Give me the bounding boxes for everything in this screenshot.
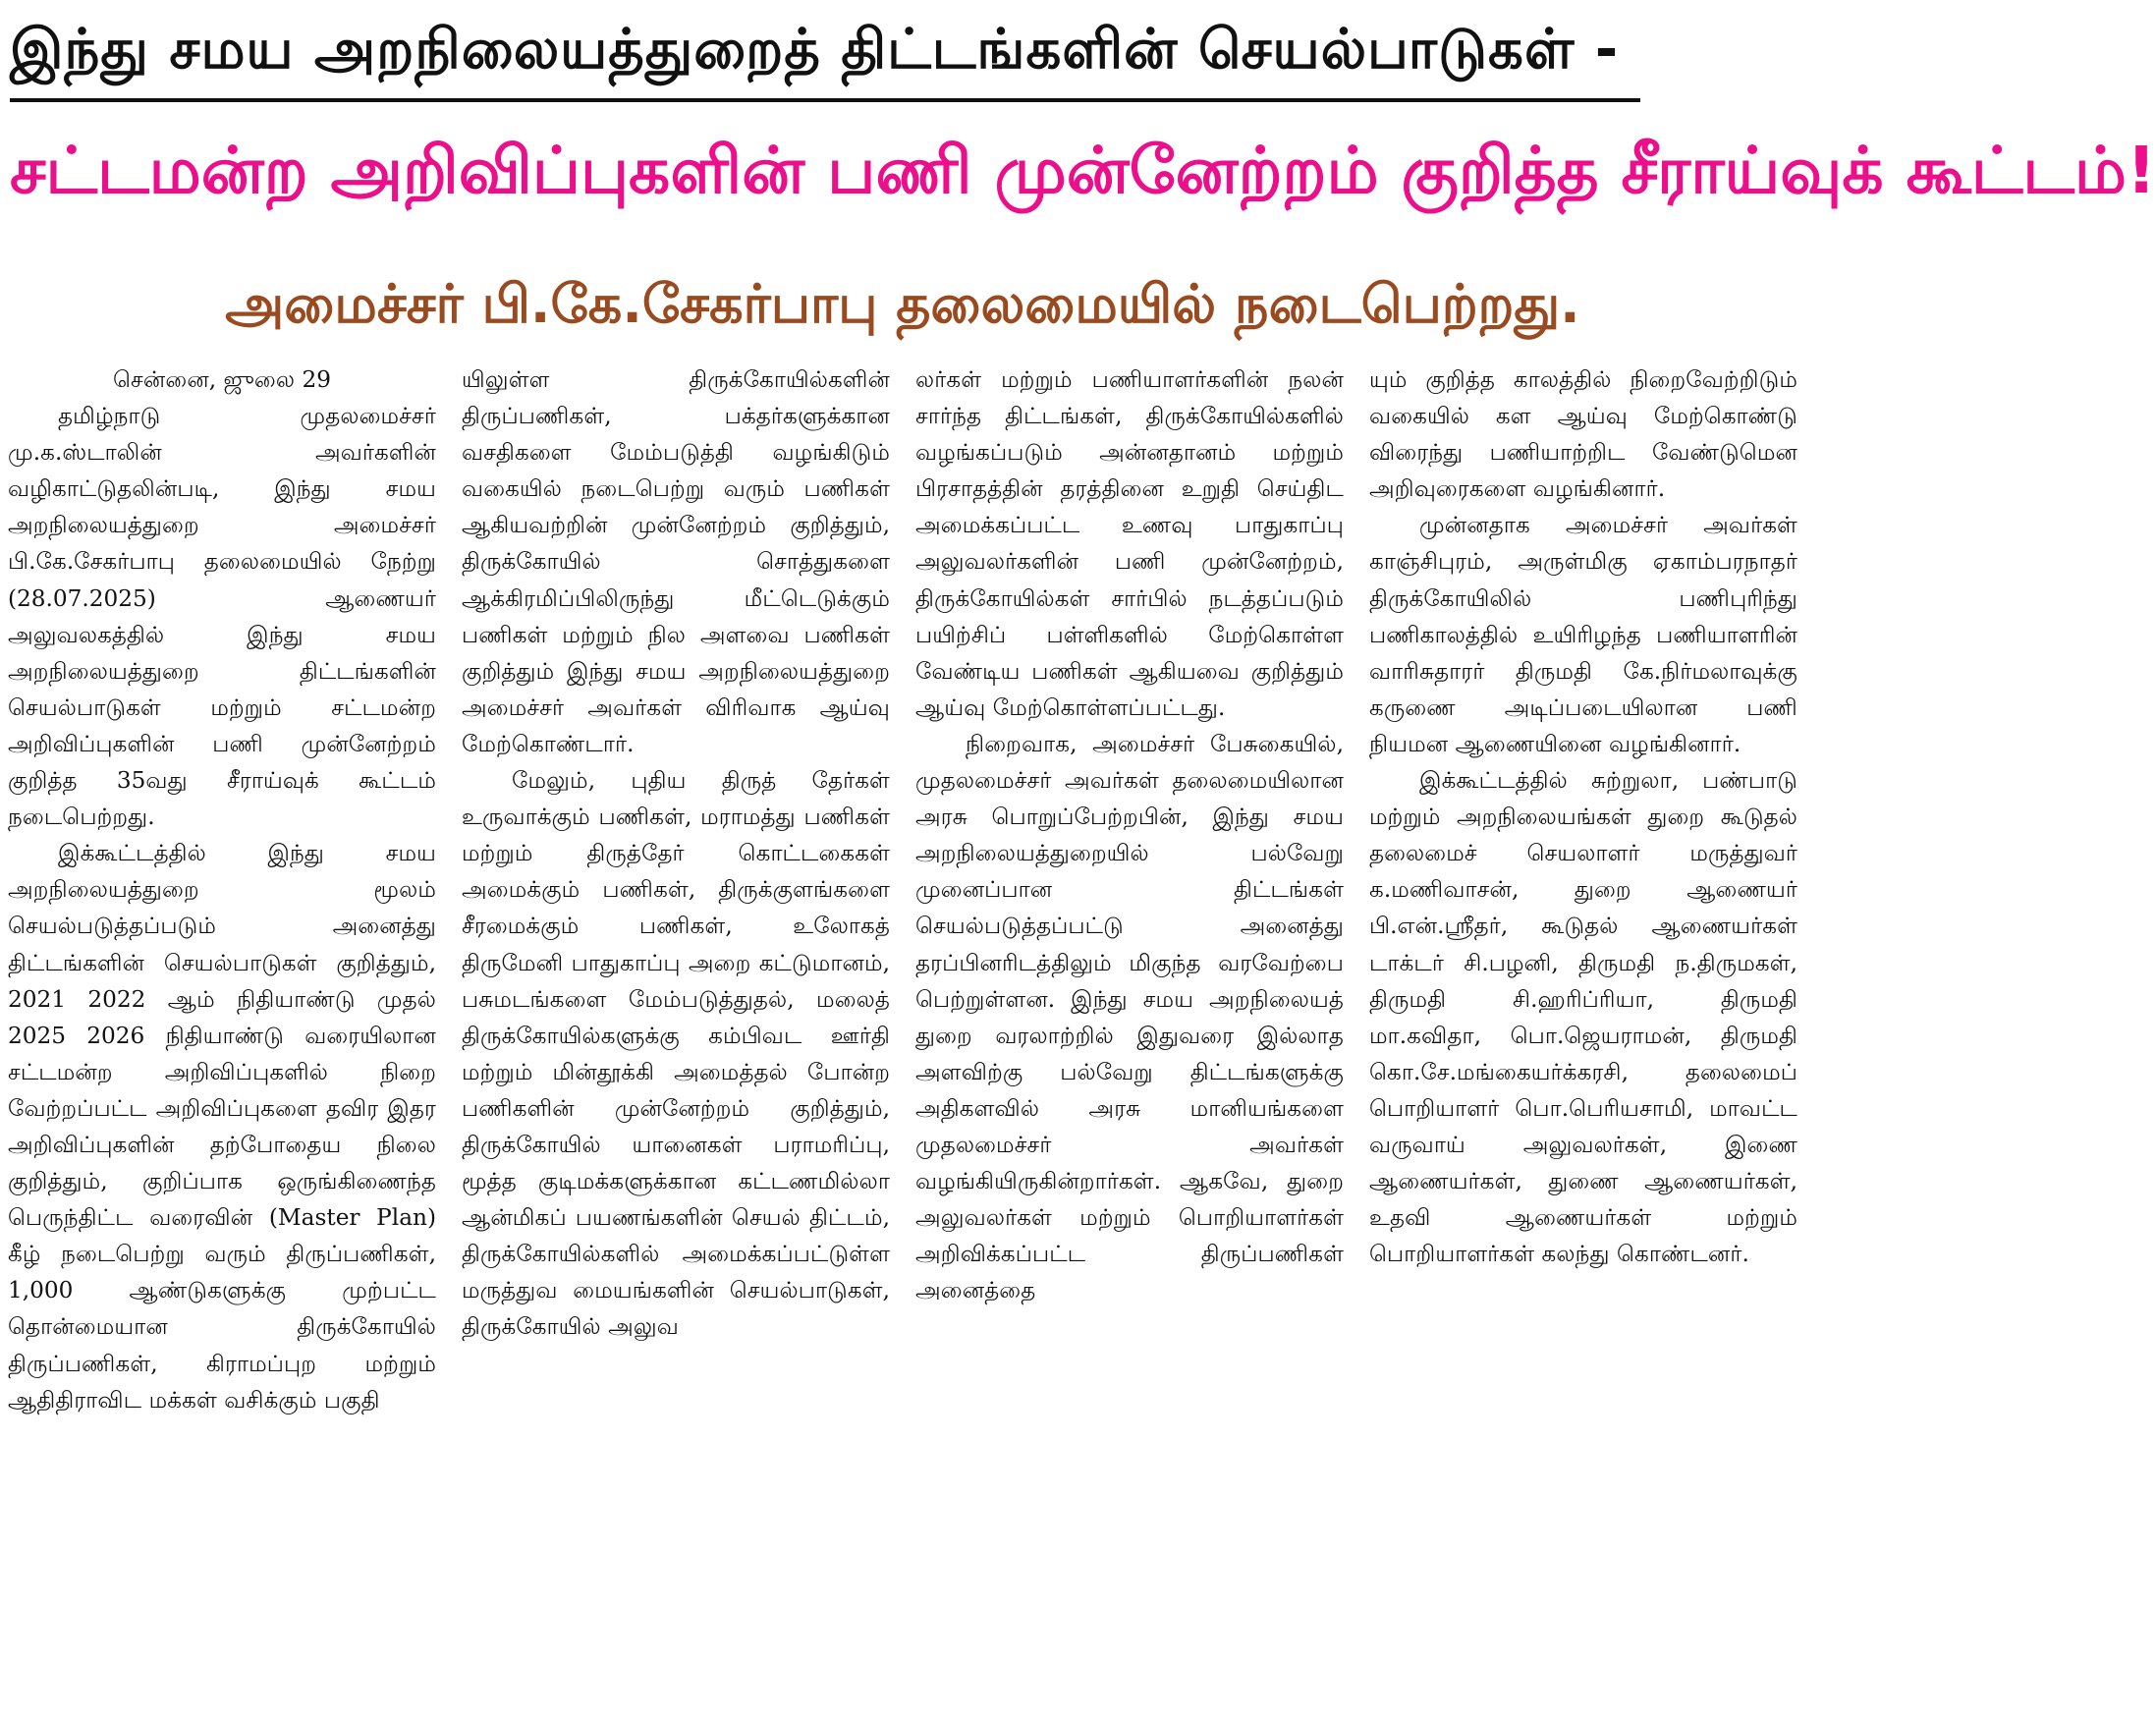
article-column-3 — [915, 361, 1344, 1715]
dateline: சென்னை, ஜுலை 29 — [113, 366, 331, 393]
article-paragraph: யிலுள்ள திருக்கோயில்களின் திருப்பணிகள், பக்தர்களுக்கான வசதிகளை மேம்படுத்தி வழங்கிடும் வகையில் நடைபெற்று வரும் பணிகள் ஆகியவற்றின் முன்னேற்றம் குறித்தும், திருக்கோயில் சொத்துகளை ஆக்கிரமிப்பிலிருந்து மீட்டெடுக்கும் பணிகள் மற்றும் நில அளவை பணிகள் குறித்தும் இந்து சமய அறநிலையத்துறை அமைச்சர் அவர்கள் விரிவாக ஆய்வு மேற்கொண்டார். — [462, 366, 890, 757]
article-paragraph: நிறைவாக, அமைச்சர் பேசுகையில், முதலமைச்சர் அவர்கள் தலைமையிலான அரசு பொறுப்பேற்றபின், இந்து சமய அறநிலையத்துறையில் பல்வேறு முனைப்பான திட்டங்கள் செயல்படுத்தப்பட்டு அனைத்து தரப்பினரிடத்திலும் மிகுந்த வரவேற்பை பெற்றுள்ளன. இந்து சமய அறநிலையத் துறை வரலாற்றில் இதுவரை இல்லாத அளவிற்கு பல்வேறு திட்டங்களுக்கு அதிகளவில் அரசு மானியங்களை முதலமைச்சர் அவர்கள் வழங்கியிருகின்றார்கள். ஆகவே, துறை அலுவலர்கள் மற்றும் பொறியாளர்கள் அறிவிக்கப்பட்ட திருப்பணிகள் அனைத்தை — [915, 730, 1344, 1304]
article-column-4 — [1369, 361, 1797, 1715]
headline-main: சட்டமன்ற அறிவிப்புகளின் பணி முன்னேற்றம் குறித்த சீராய்வுக் கூட்டம்! — [10, 133, 2156, 208]
article-paragraph: மேலும், புதிய திருத் தேர்கள் உருவாக்கும் பணிகள், மராமத்து பணிகள் மற்றும் திருத்தேர் கொட்டகைகள் அமைக்கும் பணிகள், திருக்குளங்களை சீரமைக்கும் பணிகள், உலோகத் திருமேனி பாதுகாப்பு அறை கட்டுமானம், பசுமடங்களை மேம்படுத்துதல், மலைத் திருக்கோயில்களுக்கு கம்பிவட ஊர்தி மற்றும் மின்தூக்கி அமைத்தல் போன்ற பணிகளின் முன்னேற்றம் குறித்தும், திருக்கோயில் யானைகள் பராமரிப்பு, மூத்த குடிமக்களுக்கான கட்டணமில்லா ஆன்மிகப் பயணங்களின் செயல் திட்டம், திருக்கோயில்களில் அமைக்கப்பட்டுள்ள மருத்துவ மையங்களின் செயல்பாடுகள், திருக்கோயில் அலுவ — [462, 767, 890, 1341]
article-paragraph: முன்னதாக அமைச்சர் அவர்கள் காஞ்சிபுரம், அருள்மிகு ஏகாம்பரநாதர் திருக்கோயிலில் பணிபுரிந்து பணிகாலத்தில் உயிரிழந்த பணியாளரின் வாரிசுதாரர் திருமதி கே.நிர்மலாவுக்கு கருணை அடிப்படையிலான பணி நியமன ஆணையினை வழங்கினார். — [1369, 512, 1797, 757]
article-paragraph: லர்கள் மற்றும் பணியாளர்களின் நலன் சார்ந்த திட்டங்கள், திருக்கோயில்களில் வழங்கப்படும் அன்னதானம் மற்றும் பிரசாதத்தின் தரத்தினை உறுதி செய்திட அமைக்கப்பட்ட உணவு பாதுகாப்பு அலுவலர்களின் பணி முன்னேற்றம், திருக்கோயில்கள் சார்பில் நடத்தப்படும் பயிற்சிப் பள்ளிகளில் மேற்கொள்ள வேண்டிய பணிகள் ஆகியவை குறித்தும் ஆய்வு மேற்கொள்ளப்பட்டது. — [915, 366, 1344, 721]
article-column-2 — [462, 361, 890, 1715]
article-paragraph: தமிழ்நாடு முதலமைச்சர் மு.க.ஸ்டாலின் அவர்களின் வழிகாட்டுதலின்படி, இந்து சமய அறநிலையத்துறை அமைச்சர் பி.கே.சேகர்பாபு தலைமையில் நேற்று (28.07.2025) ஆணையர் அலுவலகத்தில் இந்து சமய அறநிலையத்துறை திட்டங்களின் செயல்பாடுகள் மற்றும் சட்டமன்ற அறிவிப்புகளின் பணி முன்னேற்றம் குறித்த 35வது சீராய்வுக் கூட்டம் நடைபெற்றது. — [8, 403, 436, 831]
article-paragraph: இக்கூட்டத்தில் இந்து சமய அறநிலையத்துறை மூலம் செயல்படுத்தப்படும் அனைத்து திட்டங்களின் செயல்பாடுகள் குறித்தும், 2021 2022 ஆம் நிதியாண்டு முதல் 2025 2026 நிதியாண்டு வரையிலான சட்டமன்ற அறிவிப்புகளில் நிறை வேற்றப்பட்ட அறிவிப்புகளை தவிர இதர அறிவிப்புகளின் தற்போதைய நிலை குறித்தும், குறிப்பாக ஒருங்கிணைந்த பெருந்திட்ட வரைவின் (Master Plan) கீழ் நடைபெற்று வரும் திருப்பணிகள், 1,000 ஆண்டுகளுக்கு முற்பட்ட தொன்மையான திருக்கோயில் திருப்பணிகள், கிராமப்புற மற்றும் ஆதிதிராவிட மக்கள் வசிக்கும் பகுதி — [8, 840, 436, 1414]
headline-subhead: அமைச்சர் பி.கே.சேகர்பாபு தலைமையில் நடைபெற்றது. — [225, 273, 1580, 335]
article-paragraph: இக்கூட்டத்தில் சுற்றுலா, பண்பாடு மற்றும் அறநிலையங்கள் துறை கூடுதல் தலைமைச் செயலாளர் மருத்துவர் க.மணிவாசன், துறை ஆணையர் பி.என்.ஸ்ரீதர், கூடுதல் ஆணையர்கள் டாக்டர் சி.பழனி, திருமதி ந.திருமகள், திருமதி சி.ஹரிப்ரியா, திருமதி மா.கவிதா, பொ.ஜெயராமன், திருமதி கொ.சே.மங்கையர்க்கரசி, தலைமைப் பொறியாளர் பொ.பெரியசாமி, மாவட்ட வருவாய் அலுவலர்கள், இணை ஆணையர்கள், துணை ஆணையர்கள், உதவி ஆணையர்கள் மற்றும் பொறியாளர்கள் கலந்து கொண்டனர். — [1369, 767, 1797, 1268]
article-column-1 — [8, 361, 436, 1715]
article-body — [8, 361, 1797, 1715]
article-paragraph: யும் குறித்த காலத்தில் நிறைவேற்றிடும் வகையில் கள ஆய்வு மேற்கொண்டு விரைந்து பணியாற்றிட வேண்டுமென அறிவுரைகளை வழங்கினார். — [1369, 366, 1797, 503]
headline-kicker: இந்து சமய அறநிலையத்துறைத் திட்டங்களின் செயல்பாடுகள் - — [10, 8, 1640, 102]
